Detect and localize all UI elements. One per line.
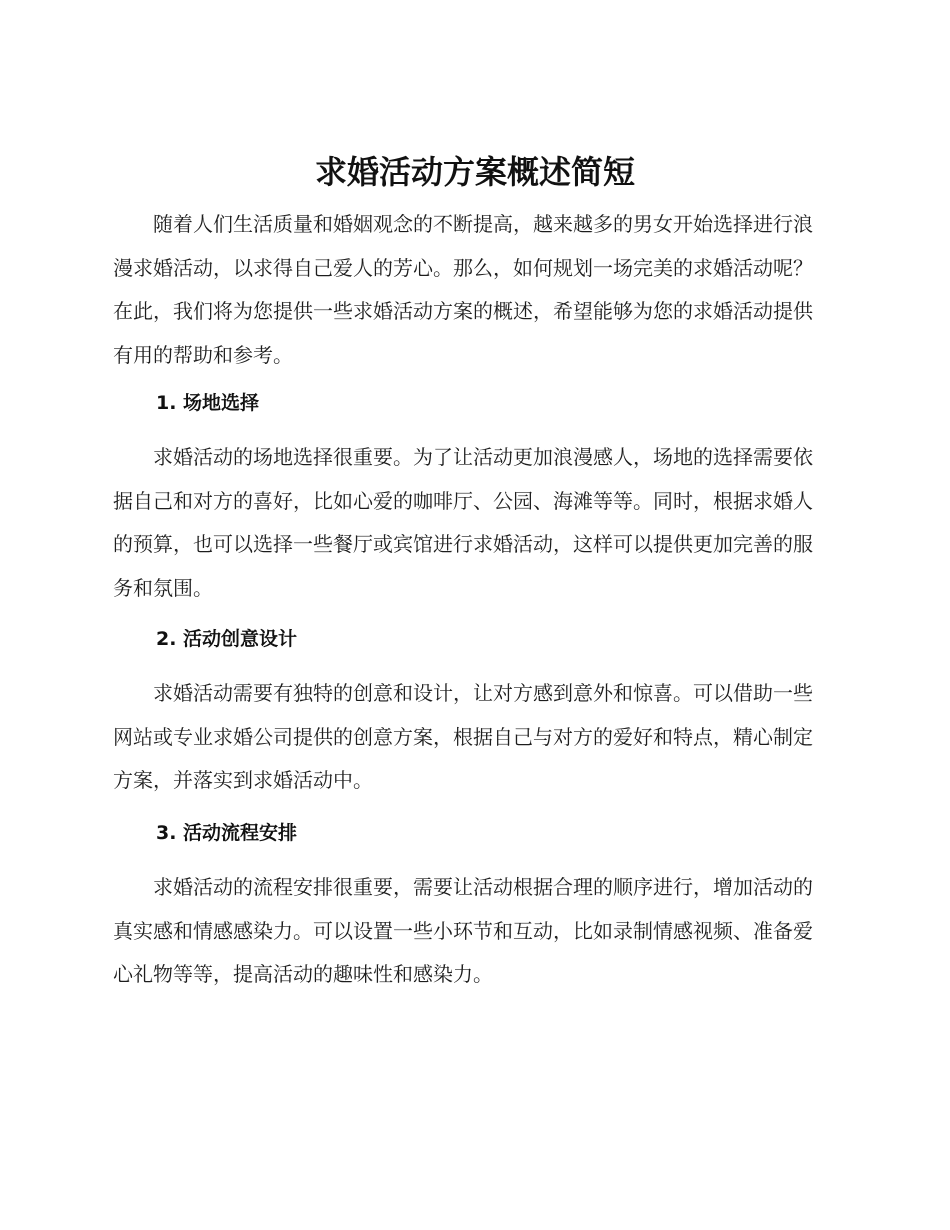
section-heading-schedule: 3. 活动流程安排 [156,822,298,844]
intro-paragraph: 随着人们生活质量和婚姻观念的不断提高，越来越多的男女开始选择进行浪漫求婚活动，以求得自己爱人的芳心。那么，如何规划一场完美的求婚活动呢？在此，我们将为您提供一些求婚活动方案的概述，希望能够为您的求婚活动提供有用的帮助和参考。 [113,212,813,367]
section-body-schedule: 求婚活动的流程安排很重要，需要让活动根据合理的顺序进行，增加活动的真实感和情感感染力。可以设置一些小环节和互动，比如录制情感视频、准备爱心礼物等等，提高活动的趣味性和感染力。 [113,875,813,986]
section-heading-creative-design: 2. 活动创意设计 [156,628,298,650]
section-body-venue: 求婚活动的场地选择很重要。为了让活动更加浪漫感人，场地的选择需要依据自己和对方的喜好，比如心爱的咖啡厅、公园、海滩等等。同时，根据求婚人的预算，也可以选择一些餐厅或宾馆进行求婚活动，这样可以提供更加完善的服务和氛围。 [113,445,813,600]
document-title: 求婚活动方案概述简短 [314,153,635,191]
section-body-creative-design: 求婚活动需要有独特的创意和设计，让对方感到意外和惊喜。可以借助一些网站或专业求婚公司提供的创意方案，根据自己与对方的爱好和特点，精心制定方案，并落实到求婚活动中。 [113,681,813,792]
section-heading-venue: 1. 场地选择 [156,392,260,414]
